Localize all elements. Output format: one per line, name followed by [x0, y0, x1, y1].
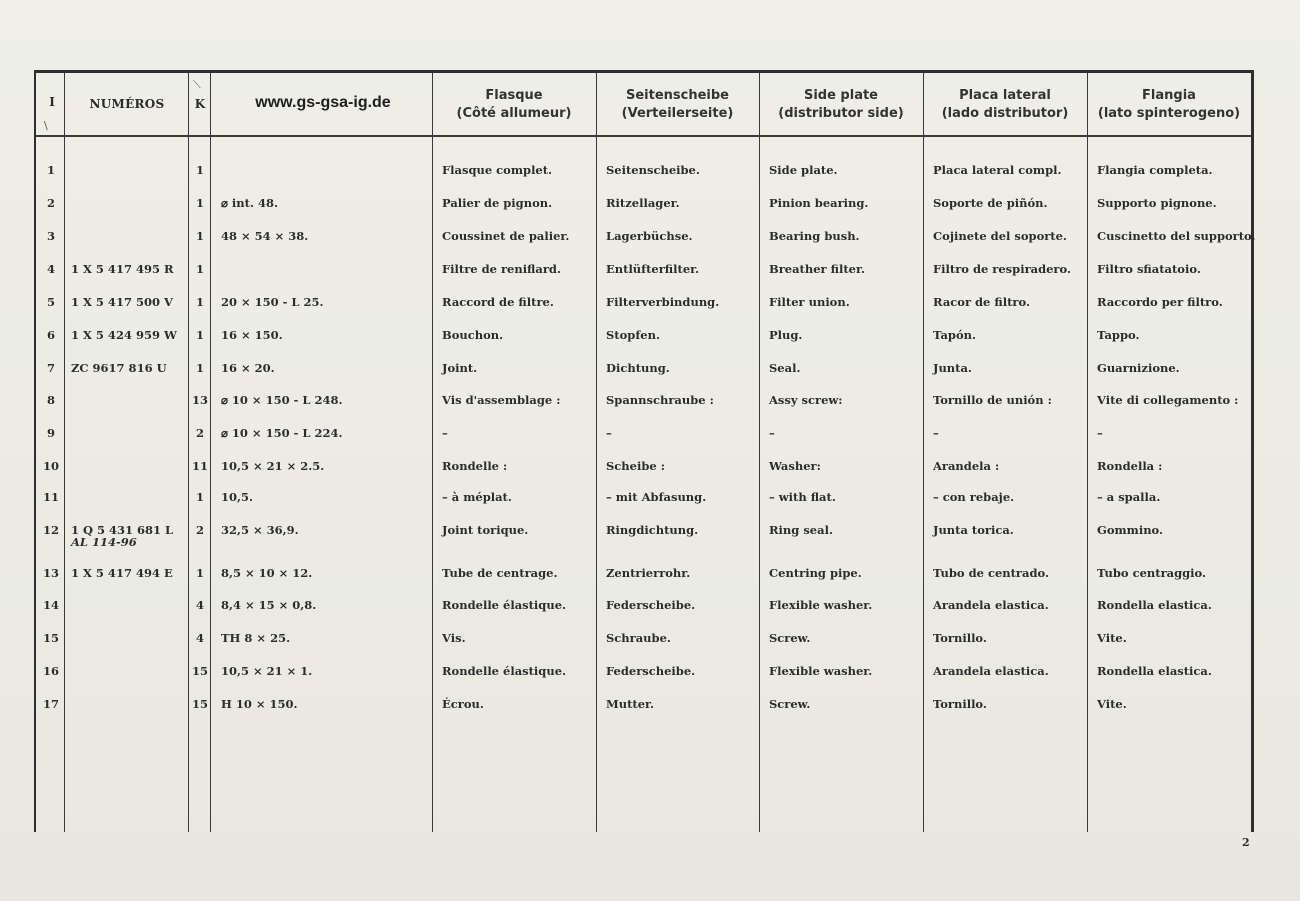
header-col-i-mark: \: [44, 119, 48, 132]
table-row: [0, 361, 1300, 385]
cell-german: Federscheibe.: [606, 598, 696, 612]
cell-french: Rondelle élastique.: [442, 598, 567, 612]
cell-quantity: 1: [195, 566, 204, 580]
cell-dimensions: 32,5 × 36,9.: [221, 523, 299, 537]
cell-german: Spannschraube :: [606, 393, 714, 407]
table-row: [0, 393, 1300, 417]
cell-part-number: 1 X 5 417 495 R: [71, 262, 174, 276]
cell-quantity: 2: [195, 426, 204, 440]
header-col-numeros: NUMÉROS: [89, 97, 165, 111]
cell-spanish: Cojinete del soporte.: [933, 229, 1067, 243]
cell-italian: Vite di collegamento :: [1097, 393, 1239, 407]
cell-french: Joint.: [442, 361, 478, 375]
cell-french: Joint torique.: [442, 523, 529, 537]
cell-french: Filtre de reniflard.: [442, 262, 561, 276]
cell-quantity: 1: [195, 163, 204, 177]
cell-index: 11: [42, 490, 59, 504]
cell-italian: Rondella elastica.: [1097, 598, 1212, 612]
cell-german: –: [606, 426, 612, 440]
cell-italian: Supporto pignone.: [1097, 196, 1217, 210]
cell-dimensions: 10,5 × 21 × 2.5.: [221, 459, 325, 473]
watermark-url: www.gs-gsa-ig.de: [255, 94, 391, 111]
cell-german: Mutter.: [606, 697, 655, 711]
cell-french: Palier de pignon.: [442, 196, 553, 210]
cell-english: Filter union.: [769, 295, 850, 309]
cell-english: – with flat.: [769, 490, 836, 504]
table-row: [0, 697, 1300, 721]
cell-index: 9: [46, 426, 55, 440]
header-german-subtitle: (Verteilerseite): [621, 106, 734, 121]
cell-french: Vis d'assemblage :: [442, 393, 561, 407]
cell-italian: –: [1097, 426, 1103, 440]
cell-french: Rondelle :: [442, 459, 508, 473]
table-row: [0, 566, 1300, 590]
cell-italian: Filtro sfiatatoio.: [1097, 262, 1201, 276]
cell-italian: Flangia completa.: [1097, 163, 1213, 177]
cell-index: 14: [42, 598, 59, 612]
header-french-title: Flasque: [485, 88, 543, 103]
cell-italian: Tubo centraggio.: [1097, 566, 1207, 580]
cell-dimensions: 48 × 54 × 38.: [221, 229, 309, 243]
cell-spanish: Placa lateral compl.: [933, 163, 1062, 177]
cell-quantity: 13: [191, 393, 208, 407]
table-row: [0, 490, 1300, 514]
cell-dimensions: ⌀ 10 × 150 - L 224.: [221, 426, 343, 440]
cell-part-number: ZC 9617 816 U: [71, 361, 167, 375]
cell-dimensions: 8,4 × 15 × 0,8.: [221, 598, 317, 612]
cell-french: – à méplat.: [442, 490, 512, 504]
table-row: [0, 631, 1300, 655]
cell-part-number: 1 X 5 424 959 W: [71, 328, 177, 342]
cell-spanish: Junta torica.: [933, 523, 1014, 537]
cell-italian: Gommino.: [1097, 523, 1164, 537]
cell-spanish: Soporte de piñón.: [933, 196, 1048, 210]
table-row: [0, 196, 1300, 220]
header-col-french: [432, 76, 596, 134]
page-number: 2: [1242, 836, 1250, 849]
cell-english: Assy screw:: [769, 393, 843, 407]
cell-spanish: – con rebaje.: [933, 490, 1015, 504]
table-row: [0, 523, 1300, 559]
header-french-subtitle: (Côté allumeur): [456, 106, 572, 121]
cell-german: Ritzellager.: [606, 196, 680, 210]
header-col-italian: [1087, 76, 1251, 134]
cell-quantity: 1: [195, 328, 204, 342]
cell-index: 10: [42, 459, 59, 473]
cell-english: Washer:: [769, 459, 821, 473]
cell-spanish: Tapón.: [933, 328, 976, 342]
cell-spanish: Tubo de centrado.: [933, 566, 1049, 580]
cell-english: Centring pipe.: [769, 566, 862, 580]
header-col-k-mark: ⟍: [193, 78, 201, 91]
table-row: [0, 664, 1300, 688]
cell-french: Bouchon.: [442, 328, 504, 342]
cell-spanish: –: [933, 426, 939, 440]
table-row: [0, 459, 1300, 483]
cell-german: Stopfen.: [606, 328, 660, 342]
cell-italian: Vite.: [1097, 697, 1127, 711]
header-spanish-subtitle: (lado distributor): [941, 106, 1069, 121]
cell-quantity: 11: [191, 459, 208, 473]
cell-dimensions: 10,5.: [221, 490, 254, 504]
header-italian-subtitle: (lato spinterogeno): [1097, 106, 1241, 121]
cell-dimensions: ⌀ int. 48.: [221, 196, 278, 210]
cell-german: Zentrierrohr.: [606, 566, 691, 580]
cell-index: 13: [42, 566, 59, 580]
cell-german: – mit Abfasung.: [606, 490, 707, 504]
cell-spanish: Arandela elastica.: [933, 664, 1049, 678]
header-spanish-title: Placa lateral: [959, 88, 1051, 103]
table-row: [0, 328, 1300, 352]
cell-english: Pinion bearing.: [769, 196, 869, 210]
header-col-german: [596, 76, 759, 134]
cell-quantity: 15: [191, 697, 208, 711]
cell-italian: Guarnizione.: [1097, 361, 1180, 375]
table-row: [0, 229, 1300, 253]
table-row: [0, 426, 1300, 450]
cell-index: 3: [46, 229, 55, 243]
cell-french: Rondelle élastique.: [442, 664, 567, 678]
cell-german: Seitenscheibe.: [606, 163, 700, 177]
table-row: [0, 295, 1300, 319]
cell-quantity: 1: [195, 361, 204, 375]
cell-spanish: Tornillo de unión :: [933, 393, 1052, 407]
cell-english: Side plate.: [769, 163, 838, 177]
cell-part-number: 1 X 5 417 500 V: [71, 295, 173, 309]
cell-french: Flasque complet.: [442, 163, 553, 177]
cell-english: Screw.: [769, 697, 811, 711]
cell-spanish: Arandela :: [933, 459, 1000, 473]
cell-spanish: Tornillo.: [933, 631, 987, 645]
header-german-title: Seitenscheibe: [625, 88, 730, 103]
header-col-english: [759, 76, 923, 134]
header-col-spanish: [923, 76, 1087, 134]
cell-index: 15: [42, 631, 59, 645]
cell-italian: Rondella :: [1097, 459, 1163, 473]
cell-italian: Vite.: [1097, 631, 1127, 645]
cell-french: Tube de centrage.: [442, 566, 558, 580]
cell-english: Breather filter.: [769, 262, 865, 276]
cell-dimensions: 8,5 × 10 × 12.: [221, 566, 313, 580]
cell-index: 4: [46, 262, 55, 276]
cell-french: Écrou.: [442, 697, 484, 711]
cell-english: Plug.: [769, 328, 803, 342]
cell-quantity: 4: [195, 631, 204, 645]
cell-index: 16: [42, 664, 59, 678]
cell-index: 12: [42, 523, 59, 537]
header-english-title: Side plate: [803, 88, 879, 103]
header-col-i: I: [49, 95, 55, 109]
cell-german: Entlüfterfilter.: [606, 262, 700, 276]
cell-german: Lagerbüchse.: [606, 229, 693, 243]
cell-spanish: Filtro de respiradero.: [933, 262, 1071, 276]
cell-english: Screw.: [769, 631, 811, 645]
cell-index: 7: [46, 361, 55, 375]
cell-part-number: 1 Q 5 431 681 L: [71, 523, 174, 537]
cell-english: Ring seal.: [769, 523, 833, 537]
cell-index: 6: [46, 328, 55, 342]
cell-spanish: Arandela elastica.: [933, 598, 1049, 612]
cell-quantity: 1: [195, 295, 204, 309]
cell-german: Schraube.: [606, 631, 671, 645]
cell-part-number-alt: AL 114-96: [71, 535, 137, 549]
cell-quantity: 1: [195, 196, 204, 210]
table-row: [0, 598, 1300, 622]
cell-italian: Tappo.: [1097, 328, 1140, 342]
cell-index: 2: [46, 196, 55, 210]
cell-quantity: 2: [195, 523, 204, 537]
cell-french: –: [442, 426, 448, 440]
cell-quantity: 4: [195, 598, 204, 612]
header-divider: [36, 135, 1251, 137]
cell-german: Dichtung.: [606, 361, 670, 375]
cell-french: Vis.: [442, 631, 466, 645]
table-row: [0, 163, 1300, 187]
cell-quantity: 1: [195, 262, 204, 276]
cell-french: Raccord de filtre.: [442, 295, 554, 309]
cell-german: Federscheibe.: [606, 664, 696, 678]
cell-german: Ringdichtung.: [606, 523, 699, 537]
cell-english: Flexible washer.: [769, 598, 873, 612]
cell-index: 17: [42, 697, 59, 711]
cell-italian: Rondella elastica.: [1097, 664, 1212, 678]
cell-quantity: 1: [195, 490, 204, 504]
cell-dimensions: 10,5 × 21 × 1.: [221, 664, 313, 678]
cell-italian: Cuscinetto del supporto.: [1097, 229, 1256, 243]
cell-index: 5: [46, 295, 55, 309]
cell-italian: – a spalla.: [1097, 490, 1161, 504]
cell-english: Flexible washer.: [769, 664, 873, 678]
cell-italian: Raccordo per filtro.: [1097, 295, 1223, 309]
cell-spanish: Junta.: [933, 361, 972, 375]
cell-dimensions: ⌀ 10 × 150 - L 248.: [221, 393, 343, 407]
cell-german: Filterverbindung.: [606, 295, 720, 309]
cell-quantity: 1: [195, 229, 204, 243]
cell-quantity: 15: [191, 664, 208, 678]
cell-dimensions: 16 × 20.: [221, 361, 275, 375]
cell-english: Bearing bush.: [769, 229, 860, 243]
header-english-subtitle: (distributor side): [778, 106, 904, 121]
cell-english: –: [769, 426, 775, 440]
cell-dimensions: TH 8 × 25.: [221, 631, 291, 645]
cell-french: Coussinet de palier.: [442, 229, 570, 243]
cell-spanish: Tornillo.: [933, 697, 987, 711]
cell-english: Seal.: [769, 361, 801, 375]
cell-spanish: Racor de filtro.: [933, 295, 1030, 309]
cell-dimensions: 16 × 150.: [221, 328, 283, 342]
cell-dimensions: H 10 × 150.: [221, 697, 298, 711]
cell-german: Scheibe :: [606, 459, 665, 473]
table-row: [0, 262, 1300, 286]
cell-dimensions: 20 × 150 - L 25.: [221, 295, 324, 309]
header-italian-title: Flangia: [1142, 88, 1196, 103]
header-col-k: K: [194, 97, 206, 111]
cell-index: 1: [46, 163, 55, 177]
cell-index: 8: [46, 393, 55, 407]
cell-part-number: 1 X 5 417 494 E: [71, 566, 173, 580]
